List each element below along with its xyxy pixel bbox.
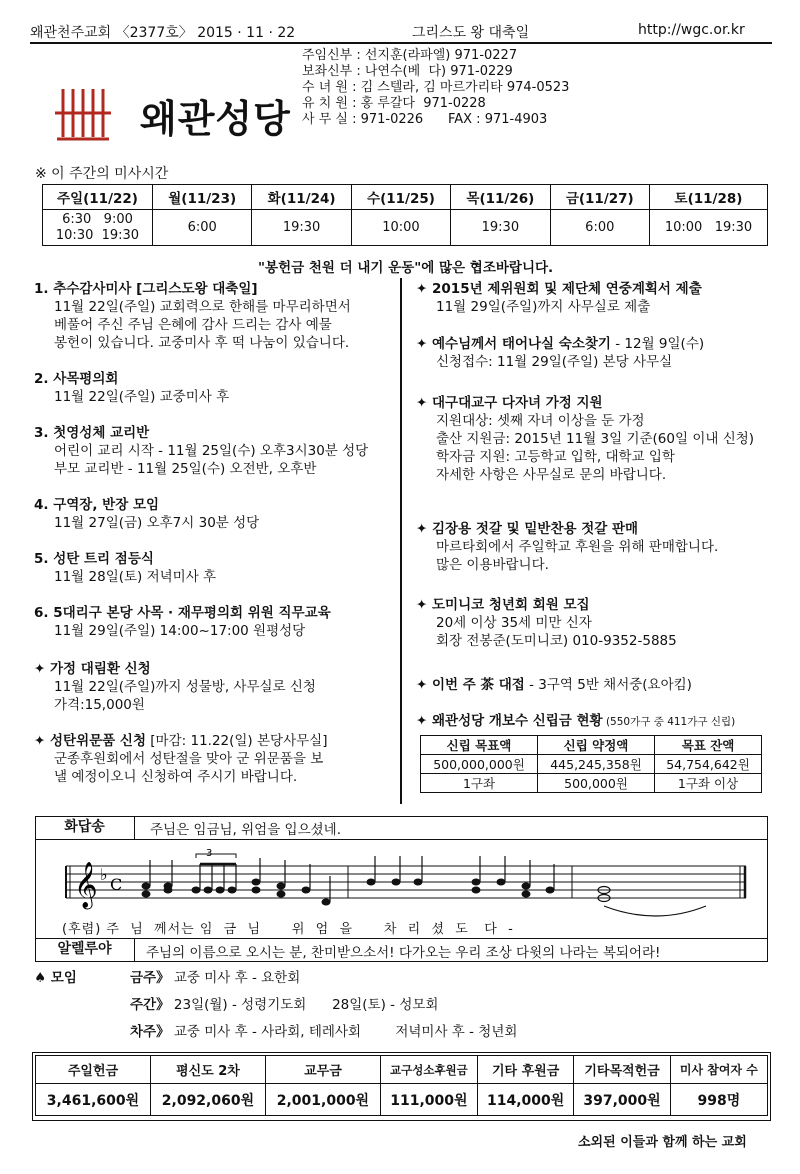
offering-header: 기타 후원금 [477,1056,573,1084]
contact-assistant-priest: 보좌신부 : 나연수(베 다) 971-0229 [302,64,513,79]
day-header: 금(11/27) [550,185,649,210]
notice-title-extra: - 3구역 5반 채서중(요아킴) [524,677,692,693]
offering-value: 397,000원 [574,1084,670,1116]
alleluia-label: 알렐루야 [35,938,135,962]
meeting-value: 교중 미사 후 - 요한회 [173,970,301,986]
fund-cell: 54,754,642원 [655,755,762,774]
notice-item [34,424,368,478]
notice-title: 4. 구역장, 반장 모임 [34,497,160,513]
fund-cell: 445,245,358원 [538,755,655,774]
mass-time: 19:30 [252,210,351,246]
notice-title-extra: (550가구 중 411가구 신립) [602,716,736,728]
offering-header: 교무금 [265,1056,380,1084]
offering-slogan: "봉헌금 천원 더 내기 운동"에 많은 협조바랍니다. [258,260,554,276]
notice-title: ✦ 이번 주 茶 대접 [416,677,525,693]
offering-header: 기타목적헌금 [574,1056,670,1084]
mass-time-cell [43,210,153,246]
website-url[interactable]: http://wgc.or.kr [638,22,745,38]
mass-time: 6:30 9:00 [62,211,133,227]
notice-line: 회장 전봉준(도미니코) 010-9352-5885 [436,633,677,649]
notice-line: 봉헌이 있습니다. 교중미사 후 떡 나눔이 있습니다. [54,335,350,351]
notice-item [416,335,704,371]
notice-item [416,394,754,484]
notice-title: ✦ 예수님께서 태어나실 숙소찾기 [416,336,611,352]
mass-time: 6:00 [153,210,252,246]
notice-title: 5. 성탄 트리 점등식 [34,551,154,567]
offering-header: 주일헌금 [36,1056,151,1084]
notice-line: 11월 22일(주일)까지 성물방, 사무실로 신청 [54,679,316,695]
header-divider [30,42,772,44]
notice-title: 3. 첫영성체 교리반 [34,425,150,441]
offering-header: 미사 참여자 수 [670,1056,767,1084]
notice-title: ✦ 성탄위문품 신청 [34,733,146,749]
offering-header: 교구성소후원금 [380,1056,477,1084]
bulletin-issue-info: 왜관천주교회 〈2377호〉 2015 · 11 · 22 [30,25,296,41]
notice-line: 부모 교리반 - 11월 25일(수) 오전반, 오후반 [54,461,317,477]
church-organ-logo-icon [55,85,111,145]
contact-list [302,48,569,128]
mass-time: 10:30 19:30 [55,227,140,243]
fund-header: 신립 약정액 [538,736,655,755]
svg-text:3: 3 [206,848,213,859]
meeting-row [130,1020,517,1040]
notice-title: 1. 추수감사미사 [그리스도왕 대축일] [34,281,258,297]
notice-line: 11월 27일(금) 오후7시 30분 성당 [54,515,260,531]
notice-item [34,550,216,586]
notice-item [34,280,351,352]
notice-line: 20세 이상 35세 미만 신자 [436,615,592,631]
building-fund-table [420,735,762,793]
mass-time: 10:00 19:30 [650,210,768,246]
offering-value: 2,001,000원 [265,1084,380,1116]
meeting-row [130,993,438,1013]
notice-line: 11월 22일(주일) 교중미사 후 [54,389,230,405]
meeting-key: 금주》 [130,970,170,986]
offering-value: 2,092,060원 [150,1084,265,1116]
fund-cell: 1구좌 [421,774,538,793]
svg-text:♭: ♭ [100,865,108,884]
notice-title: ✦ 왜관성당 개보수 신립금 현황 [416,713,603,729]
notice-line: 많은 이용바랍니다. [436,557,549,573]
meeting-key: 주간》 [130,997,170,1013]
notice-item [416,676,692,694]
fund-header: 신립 목표액 [421,736,538,755]
contact-convent: 수 녀 원 : 김 스텔라, 김 마르가리타 974-0523 [302,80,570,95]
notice-line: 어린이 교리 시작 - 11월 25일(수) 오후3시30분 성당 [54,443,369,459]
contact-pastor: 주임신부 : 선지훈(라파엘) 971-0227 [302,48,518,63]
notice-title: ✦ 가정 대림환 신청 [34,661,151,677]
psalm-row [35,816,768,840]
meeting-value: 교중 미사 후 - 사라회, 테레사회 저녁미사 후 - 청년회 [173,1024,518,1040]
church-name-logo: 왜관성당 [140,96,291,141]
notice-line: 11월 29일(주일)까지 사무실로 제출 [436,299,651,315]
notice-line: 11월 29일(주일) 14:00~17:00 원평성당 [54,623,306,639]
psalm-lyrics: (후렴) 주 님 께서는 임 금 님 위 엄 을 차 리 셨 도 다 - [62,922,514,937]
notice-line: 마르타회에서 주일학교 후원을 위해 판매합니다. [436,539,719,555]
notice-line: 자세한 사항은 사무실로 문의 바랍니다. [436,467,667,483]
notice-title: 6. 5대리구 본당 사목 · 재무평의회 위원 직무교육 [34,605,331,621]
notice-item [34,370,229,406]
offering-value: 998명 [670,1084,767,1116]
day-header: 목(11/26) [451,185,550,210]
notice-title: ✦ 2015년 제위원회 및 제단체 연중계획서 제출 [416,281,702,297]
footer-motto: 소외된 이들과 함께 하는 교회 [578,1135,747,1150]
day-header: 화(11/24) [252,185,351,210]
offering-table [35,1055,768,1116]
responsorial-psalm-text: 주님은 임금님, 위엄을 입으셨네. [150,822,341,838]
notice-title-extra: [마감: 11.22(일) 본당사무실] [146,733,328,749]
offering-value: 111,000원 [380,1084,477,1116]
contact-kindergarten: 유 치 원 : 홍 루갈다 971-0228 [302,96,486,111]
notice-item [416,596,677,650]
meeting-key: 차주》 [130,1024,170,1040]
column-divider [400,278,402,804]
mass-time: 10:00 [351,210,450,246]
notice-line: 출산 지원금: 2015년 11월 3일 기준(60일 이내 신청) [436,431,755,447]
notice-title: ✦ 김장용 젓갈 및 밑반찬용 젓갈 판매 [416,521,639,537]
notice-item [34,604,331,640]
notice-title-extra: - 12월 9일(수) [610,336,705,352]
fund-header: 목표 잔액 [655,736,762,755]
notice-title: ✦ 대구대교구 다자녀 가정 지원 [416,395,603,411]
notice-item [416,712,735,731]
notice-line: 학자금 지원: 고등학교 입학, 대학교 입학 [436,449,675,465]
fund-cell: 500,000,000원 [421,755,538,774]
day-header: 수(11/25) [351,185,450,210]
day-header: 토(11/28) [650,185,768,210]
notice-title: ✦ 도미니코 청년회 회원 모집 [416,597,590,613]
notice-item [34,496,259,532]
notice-line: 군종후원회에서 성탄절을 맞아 군 위문품을 보 [54,751,324,767]
responsorial-psalm-label: 화답송 [35,816,135,840]
mass-time: 6:00 [550,210,649,246]
day-header: 주일(11/22) [43,185,153,210]
offering-value: 114,000원 [477,1084,573,1116]
notice-item [34,732,327,786]
contact-office: 사 무 실 : 971-0226 FAX : 971-4903 [302,112,548,127]
notice-item [416,280,702,316]
notice-title: 2. 사목평의회 [34,371,119,387]
mass-time: 19:30 [451,210,550,246]
notice-line: 가격:15,000원 [54,697,145,713]
notice-line: 베풀어 주신 주님 은혜에 감사 드리는 감사 예물 [54,317,332,333]
notice-line: 11월 22일(주일) 교회력으로 한해를 마무리하면서 [54,299,351,315]
offering-header: 평신도 2차 [150,1056,265,1084]
meetings-label: ♠ 모임 [34,970,77,986]
svg-text:C: C [110,875,123,894]
mass-schedule-table [42,184,768,246]
treble-clef-icon: 𝄞 [74,862,98,908]
meeting-row [130,966,300,986]
feast-title: 그리스도 왕 대축일 [412,25,530,41]
notice-line: 신청접수: 11월 29일(주일) 본당 사무실 [436,354,673,370]
notice-item [416,520,718,574]
notice-line: 11월 28일(토) 저녁미사 후 [54,569,217,585]
fund-cell: 1구좌 이상 [655,774,762,793]
mass-schedule-heading: ※ 이 주간의 미사시간 [35,166,169,182]
notice-line: 낼 예정이오니 신청하여 주시기 바랍니다. [54,769,298,785]
offering-value: 3,461,600원 [36,1084,151,1116]
alleluia-text: 주님의 이름으로 오시는 분, 찬미받으소서! 다가오는 우리 조상 다윗의 나라는 복되어라! [146,945,661,961]
day-header: 월(11/23) [153,185,252,210]
notice-line: 지원대상: 셋째 자녀 이상을 둔 가정 [436,413,645,429]
meeting-value: 23일(월) - 성령기도회 28일(토) - 성모회 [173,997,439,1013]
notice-item [34,660,316,714]
fund-cell: 500,000원 [538,774,655,793]
